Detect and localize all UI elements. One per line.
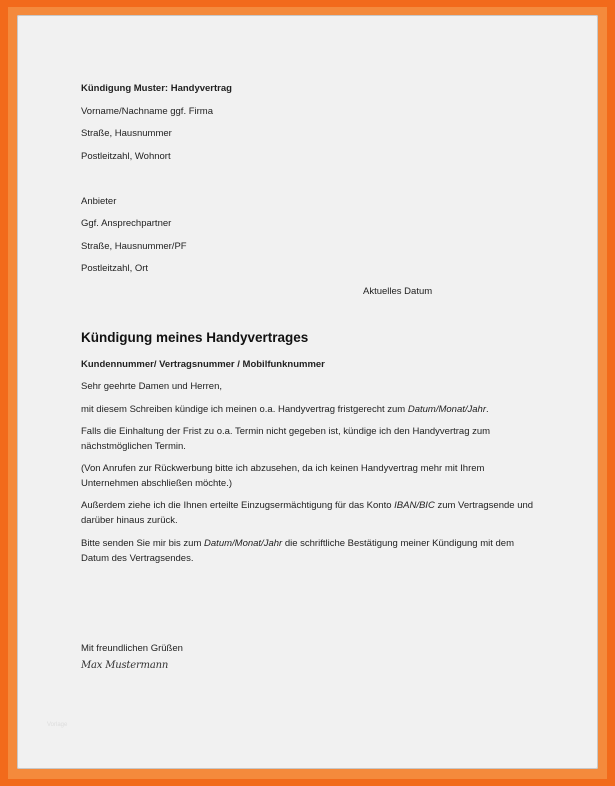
closing: Mit freundlichen Grüßen xyxy=(81,643,183,654)
paragraph-termination xyxy=(81,403,541,418)
recipient-street: Straße, Hausnummer/PF xyxy=(81,241,187,252)
para4-account: IBAN/BIC xyxy=(394,500,435,511)
recipient-company: Anbieter xyxy=(81,196,117,207)
watermark: Vorlage xyxy=(47,722,68,728)
letter-subject: Kündigung meines Handyvertrages xyxy=(81,330,309,345)
recipient-city: Postleitzahl, Ort xyxy=(81,263,149,274)
sender-street: Straße, Hausnummer xyxy=(81,128,172,139)
para5-text: Bitte senden Sie mir bis zum xyxy=(81,538,205,549)
paragraph-deadline: Falls die Einhaltung der Frist zu o.a. Termin nicht gegeben ist, kündige ich den Handyvertrag zum nächstmöglichen Termin. xyxy=(81,426,491,452)
letter-date: Aktuelles Datum xyxy=(363,286,433,297)
para4-text: Außerdem ziehe ich die Ihnen erteilte Einzugsermächtigung für das Konto xyxy=(81,500,395,511)
para1-date: Datum/Monat/Jahr xyxy=(407,404,487,415)
para5-end: die schriftliche Bestätigung meiner Kündigung mit dem Datum des Vertragsendes. xyxy=(81,538,515,564)
sender-city: Postleitzahl, Wohnort xyxy=(81,151,171,162)
signature: Max Mustermann xyxy=(81,660,169,671)
para1-end: . xyxy=(486,404,489,415)
document-title: Kündigung Muster: Handyvertrag xyxy=(81,83,232,94)
document-page xyxy=(17,15,598,769)
para4-end: zum Vertragsende und darüber hinaus zurück. xyxy=(81,500,534,526)
recipient-contact: Ggf. Ansprechpartner xyxy=(81,218,172,229)
reference-line: Kundennummer/ Vertragsnummer / Mobilfunknummer xyxy=(81,359,325,370)
paragraph-confirmation xyxy=(81,537,541,566)
para5-date: Datum/Monat/Jahr xyxy=(204,538,283,549)
salutation: Sehr geehrte Damen und Herren, xyxy=(81,381,222,392)
sender-name: Vorname/Nachname ggf. Firma xyxy=(81,106,214,117)
para1-text: mit diesem Schreiben kündige ich meinen o.a. Handyvertrag fristgerecht zum xyxy=(81,404,408,415)
paragraph-direct-debit xyxy=(81,499,541,528)
paragraph-no-calls: (Von Anrufen zur Rückwerbung bitte ich abzusehen, da ich keinen Handyvertrag mehr mit Ihrem Unternehmen abschließen möchte.) xyxy=(81,463,485,489)
